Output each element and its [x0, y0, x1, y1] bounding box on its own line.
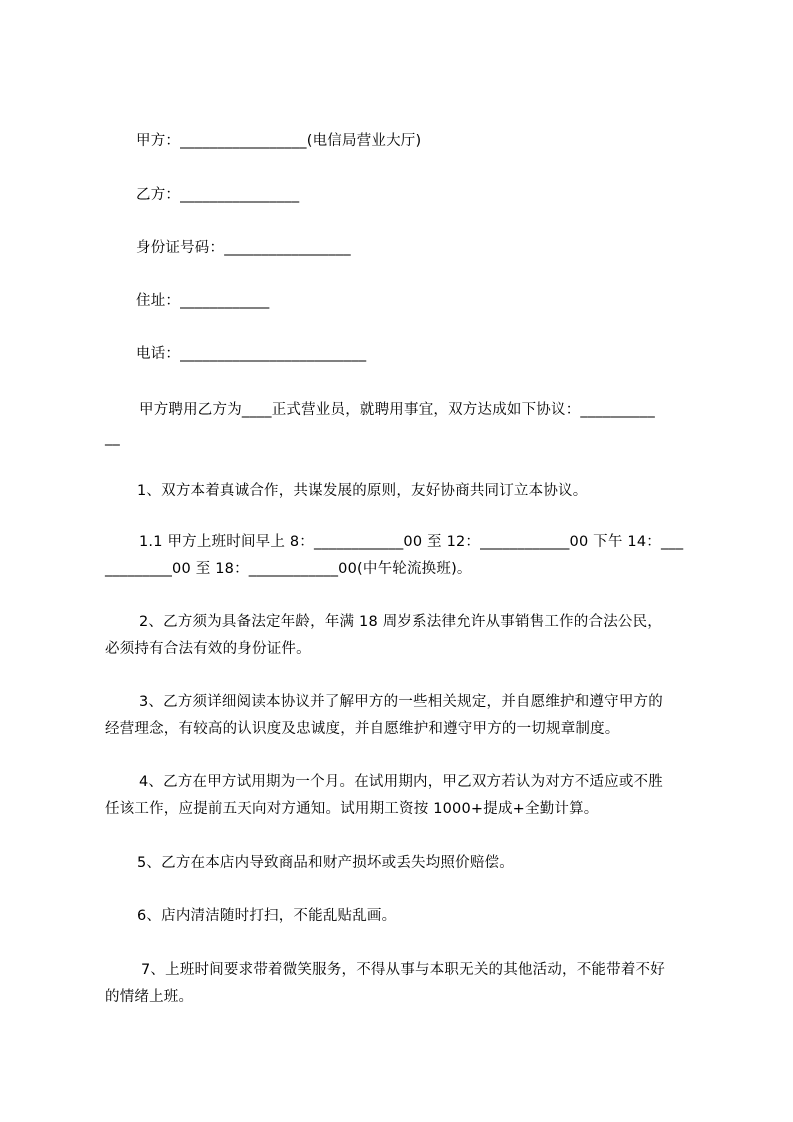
- party-a-field: 甲方：_________________(电信局营业大厅): [136, 133, 422, 149]
- clause-7-line-1: 7、上班时间要求带着微笑服务，不得从事与本职无关的其他活动，不能带着不好: [141, 962, 665, 978]
- address-field: 住址：____________: [136, 293, 270, 309]
- clause-7-line-2: 的情绪上班。: [105, 989, 194, 1005]
- clause-6: 6、店内清洁随时打扫，不能乱贴乱画。: [137, 908, 397, 924]
- clause-2-line-1: 2、乙方须为具备法定年龄，年满 18 周岁系法律允许从事销售工作的合法公民，: [139, 614, 662, 630]
- phone-field: 电话：_________________________: [136, 346, 367, 362]
- clause-5: 5、乙方在本店内导致商品和财产损坏或丢失均照价赔偿。: [137, 855, 514, 871]
- intro-paragraph-line-2: __: [105, 430, 120, 446]
- clause-4-line-1: 4、乙方在甲方试用期为一个月。在试用期内，甲乙双方若认为对方不适应或不胜: [139, 774, 663, 790]
- clause-4-line-2: 任该工作，应提前五天向对方通知。试用期工资按 1000+提成+全勤计算。: [105, 801, 599, 817]
- clause-1-1-line-1: 1.1 甲方上班时间早上 8：____________00 至 12：____________00 下午 14：___: [139, 534, 684, 550]
- party-b-field: 乙方：________________: [136, 187, 300, 203]
- clause-3-line-1: 3、乙方须详细阅读本协议并了解甲方的一些相关规定，并自愿维护和遵守甲方的: [139, 694, 663, 710]
- clause-3-line-2: 经营理念，有较高的认识度及忠诚度，并自愿维护和遵守甲方的一切规章制度。: [105, 721, 620, 737]
- clause-1: 1、双方本着真诚合作，共谋发展的原则，友好协商共同订立本协议。: [137, 483, 588, 499]
- clause-1-1-line-2: _________00 至 18：____________00(中午轮流换班)。: [105, 561, 472, 577]
- clause-2-line-2: 必须持有合法有效的身份证件。: [105, 641, 311, 657]
- id-number-field: 身份证号码：_________________: [136, 240, 351, 256]
- intro-paragraph-line-1: 甲方聘用乙方为____正式营业员，就聘用事宜，双方达成如下协议：__________: [139, 402, 655, 418]
